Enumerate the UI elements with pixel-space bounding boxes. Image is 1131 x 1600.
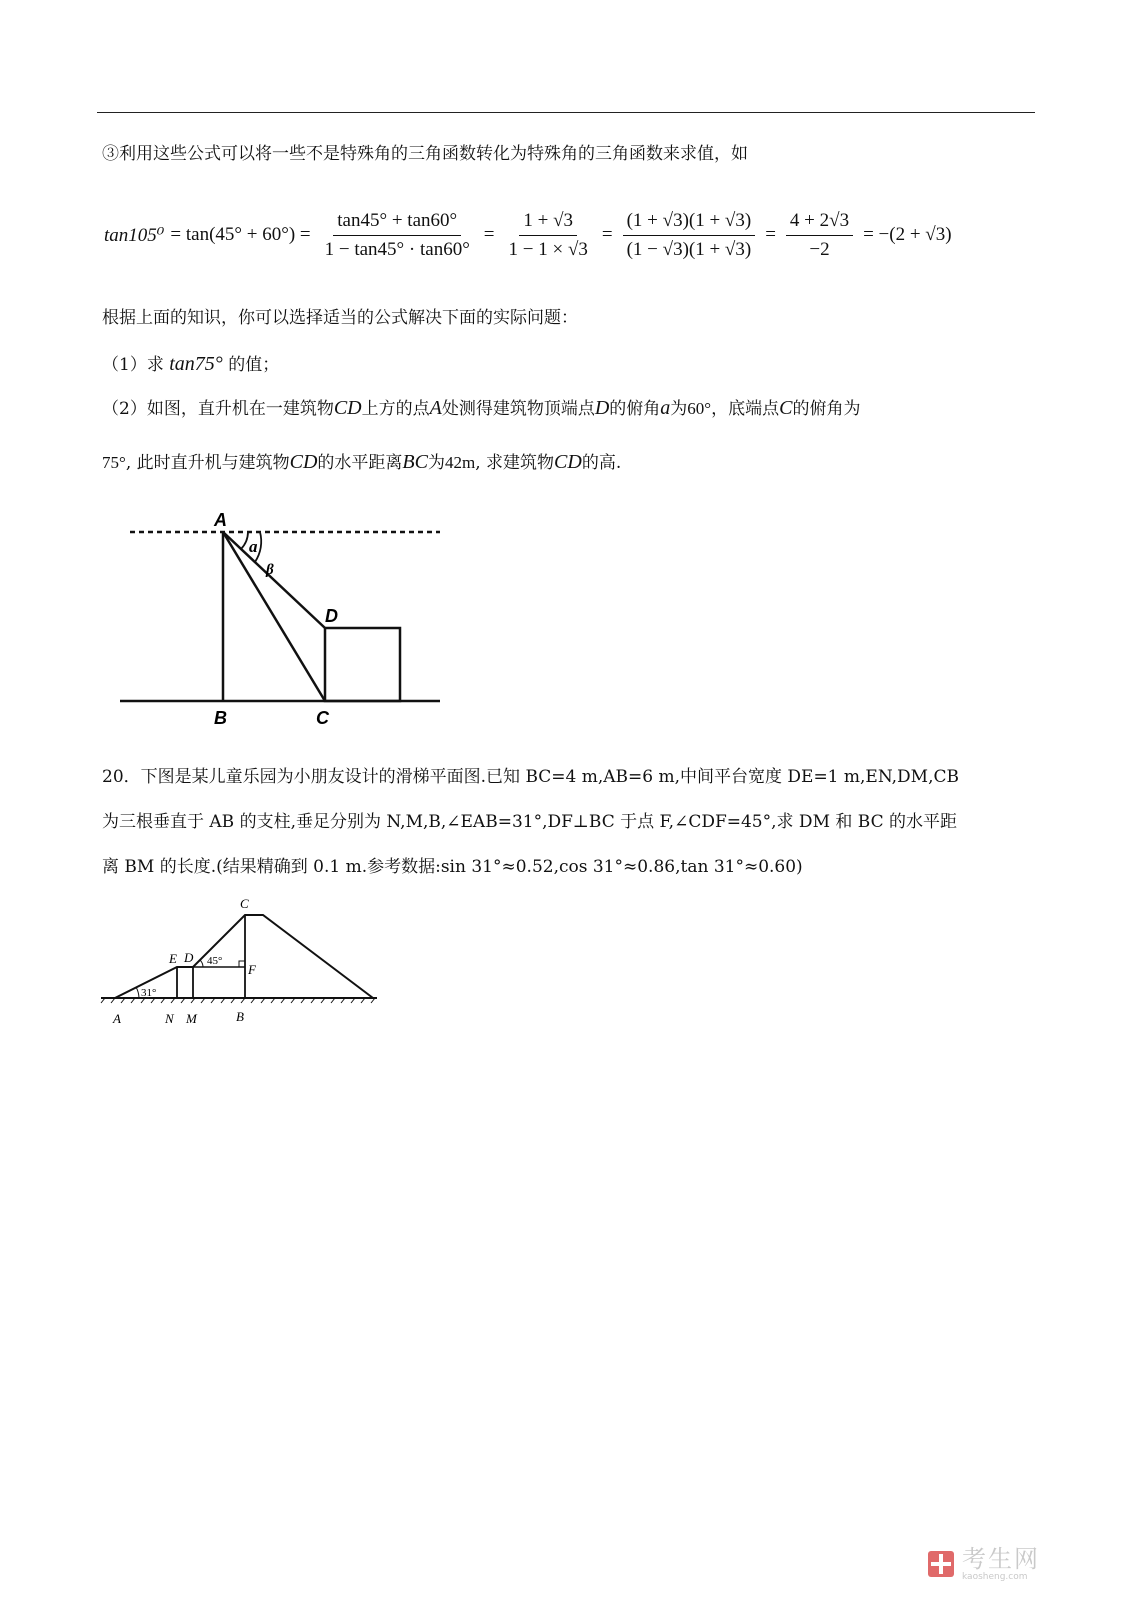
angle-alpha-arc (241, 532, 248, 549)
q2-text: 处测得建筑物顶端点 (441, 399, 595, 419)
q2-symbol-a: A (429, 397, 442, 419)
label-beta: β (266, 562, 274, 578)
formula-fraction-2 (505, 210, 592, 261)
label-n: N (165, 1011, 174, 1026)
header-rule (97, 112, 1035, 113)
q2-text: , 求建筑物 (475, 453, 555, 473)
fraction-1-numerator: tan45° + tan60° (333, 210, 461, 236)
watermark-logo-icon (928, 1551, 954, 1577)
label-a: A (214, 510, 227, 530)
fraction-4-denominator: −2 (809, 238, 830, 260)
q2-text: 的俯角为 (792, 399, 861, 419)
formula-fraction-1 (321, 210, 474, 261)
question-2-line-1 (102, 396, 860, 421)
fraction-3-numerator: (1 + √3)(1 + √3) (623, 210, 756, 236)
label-e: E (169, 951, 177, 966)
label-d: D (325, 606, 338, 626)
question-20-line-2: 为三根垂直于 AB 的支柱,垂足分别为 N,M,B,∠EAB=31°,DF⊥BC 于点 F,∠CDF=45°,求 DM 和 BC 的水平距 (102, 812, 957, 832)
q2-symbol-d: D (594, 397, 610, 419)
q2-distance: 42m (444, 453, 476, 472)
q2-symbol-cd: CD (289, 451, 318, 473)
question-20-line-1: 20．下图是某儿童乐园为小朋友设计的滑梯平面图.已知 BC=4 m,AB=6 m,中间平台宽度 DE=1 m,EN,DM,CB (102, 767, 959, 787)
q2-text: （2）如图，直升机在一建筑物 (102, 399, 334, 419)
q2-angle-75: 75° (102, 453, 126, 472)
q2-text: 上方的点 (361, 399, 430, 419)
label-c: C (316, 708, 329, 728)
fraction-2-denominator: 1 − 1 × √3 (508, 238, 588, 260)
label-a: A (113, 1011, 121, 1026)
angle-45-arc (200, 960, 203, 967)
watermark-text (962, 1546, 1040, 1582)
q1-prefix: （1）求 (102, 355, 170, 375)
q2-angle-60: 60° (687, 399, 712, 418)
watermark-name: 考生网 (962, 1545, 1040, 1573)
label-d: D (184, 950, 194, 965)
q2-symbol-bc: BC (402, 451, 428, 473)
watermark-url: kaosheng.com (962, 1572, 1028, 1582)
q2-text: 为 (427, 453, 445, 473)
line-ad (223, 532, 325, 628)
q1-expression: tan75° (169, 353, 223, 375)
formula-result: = −(2 + √3) (863, 224, 952, 245)
label-f: F (248, 962, 256, 977)
angle-45-label: 45° (207, 955, 223, 967)
label-b: B (236, 1009, 244, 1024)
q2-text: 的俯角 (609, 399, 661, 419)
fraction-1-denominator: 1 − tan45° · tan60° (324, 238, 470, 260)
building-cd (325, 628, 400, 701)
question-2-line-2 (102, 450, 621, 475)
label-m: M (186, 1011, 197, 1026)
helicopter-building-figure (110, 500, 450, 740)
label-b: B (214, 708, 227, 728)
angle-31-arc (136, 987, 139, 998)
fraction-3-denominator: (1 − √3)(1 + √3) (626, 238, 752, 260)
label-c: C (240, 896, 249, 911)
q2-symbol-cd: CD (554, 451, 582, 473)
equals-sign: = (483, 224, 495, 245)
q2-text: 的水平距离 (317, 453, 403, 473)
q2-symbol-alpha: a (660, 397, 671, 419)
q2-text: ，底端点 (711, 399, 780, 419)
formula-step-expand: = tan(45° + 60°) = (170, 224, 311, 245)
equals-sign: = (765, 224, 776, 245)
watermark (928, 1546, 1040, 1582)
formula-fraction-3 (623, 210, 756, 261)
q2-symbol-cd: CD (333, 397, 362, 419)
equals-sign: = (601, 224, 613, 245)
question-20-line-3: 离 BM 的长度.(结果精确到 0.1 m.参考数据:sin 31°≈0.52,cos 31°≈0.86,tan 31°≈0.60) (102, 857, 803, 877)
formula-fraction-4 (786, 210, 853, 261)
fraction-2-numerator: 1 + √3 (519, 210, 577, 236)
slide-outline (115, 915, 373, 998)
formula-lhs: tan105⁰ (104, 224, 165, 246)
q2-text: , 此时直升机与建筑物 (125, 453, 290, 473)
line-ac (223, 532, 325, 701)
slide-figure (95, 890, 385, 1040)
angle-31-label: 31° (141, 987, 157, 999)
tan105-formula (104, 192, 958, 278)
q2-text: 为 (670, 399, 688, 419)
q2-text: 的高. (581, 453, 622, 473)
q1-suffix: 的值； (222, 355, 280, 375)
label-alpha: a (249, 537, 258, 556)
question-1 (102, 352, 279, 377)
prompt-line: 根据上面的知识，你可以选择适当的公式解决下面的实际问题： (102, 308, 578, 328)
fraction-4-numerator: 4 + 2√3 (786, 210, 853, 236)
intro-line: ③利用这些公式可以将一些不是特殊角的三角函数转化为特殊角的三角函数来求值，如 (102, 144, 748, 164)
q2-symbol-c: C (779, 397, 793, 419)
